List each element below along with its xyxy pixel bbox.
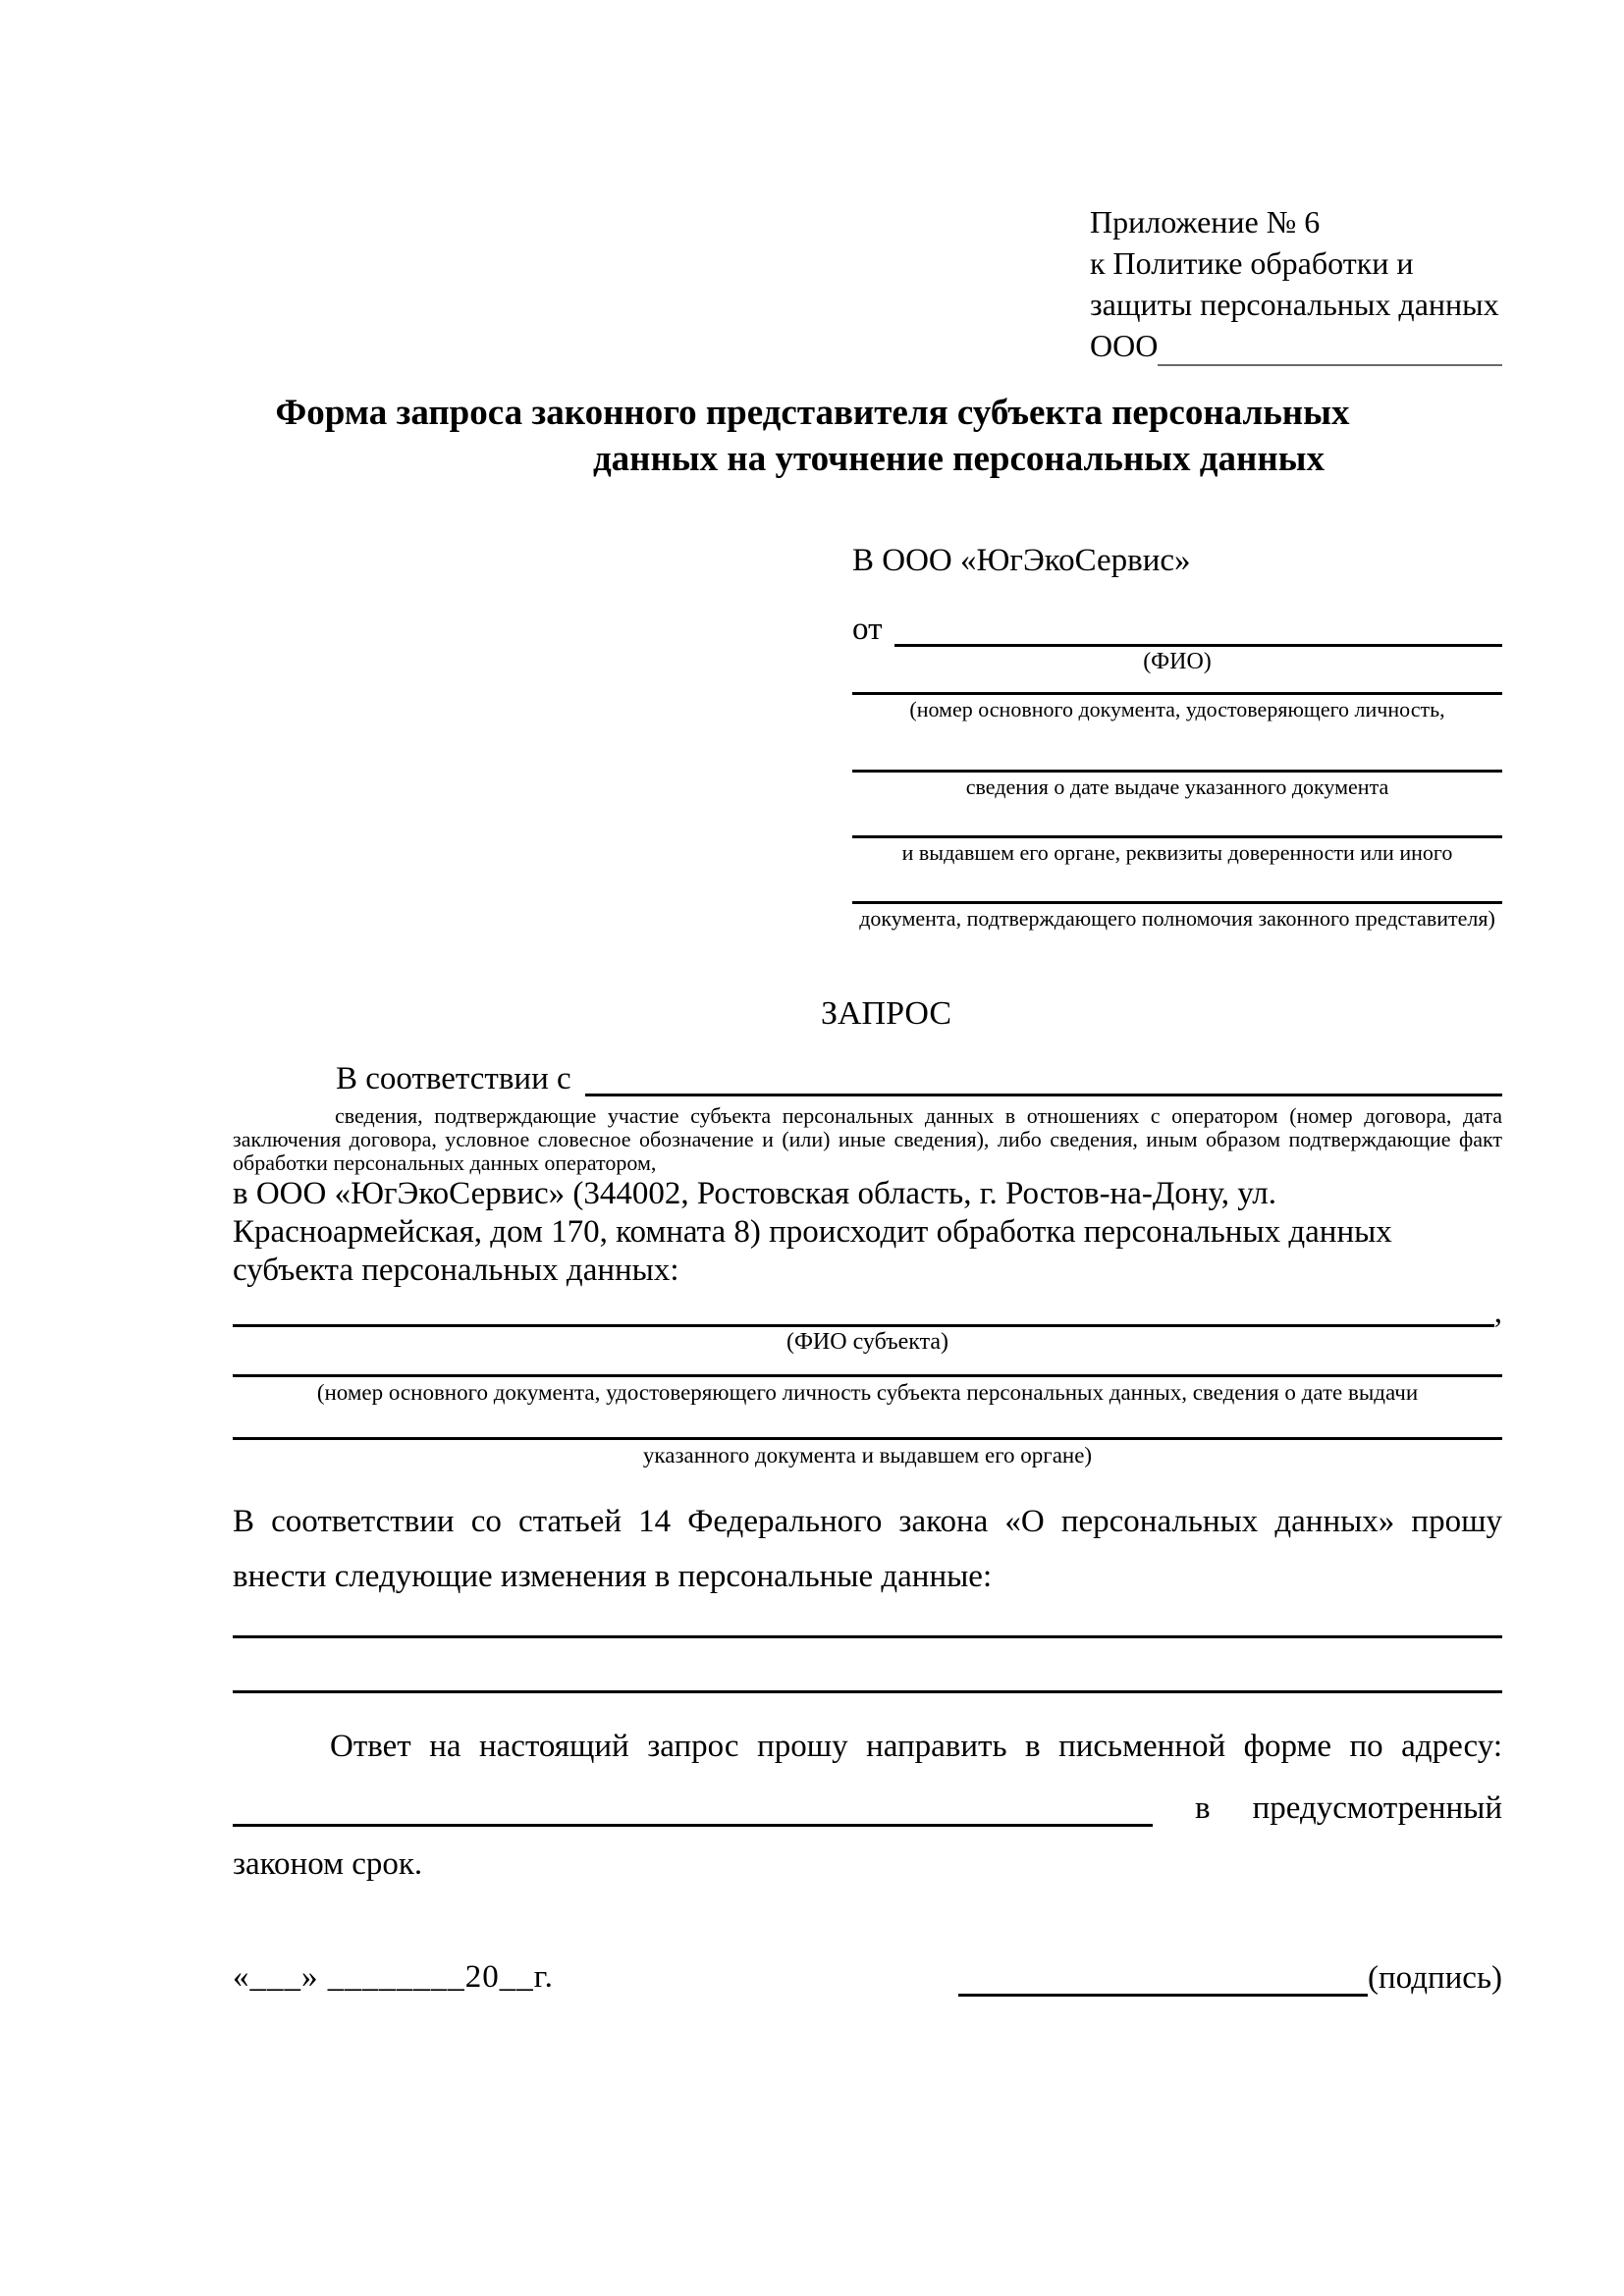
field-caption-3: и выдавшем его органе, реквизиты доверенности или иного (901, 840, 1453, 865)
subject-document-blank-2 (233, 1406, 1502, 1440)
date-blank: «___» ________20__г. (233, 1959, 554, 1995)
subject-fio-blank (233, 1324, 1494, 1327)
reply-word-v: в (1195, 1790, 1211, 1826)
annex-note (1090, 0, 1502, 366)
reply-paragraph-line-1: Ответ на настоящий запрос прошу направить в письменной форме по адресу: (330, 1729, 1502, 1764)
subject-fio-caption: (ФИО субъекта) (785, 1329, 949, 1355)
reply-paragraph-line-3: законом срок. (233, 1846, 423, 1882)
changes-blank-2 (233, 1690, 1502, 1693)
from-name-blank (894, 644, 1503, 647)
from-row (852, 610, 1502, 647)
operator-paragraph (233, 1175, 1502, 1290)
subject-document-caption-2: указанного документа и выдавшем его органе) (642, 1443, 1093, 1468)
document-title-line-1: Форма запроса законного представителя субъекта персональных (275, 393, 1350, 433)
annex-note-line-2: к Политике обработки и (1090, 245, 1414, 281)
reply-word-predusmotrenny: предусмотренный (1252, 1790, 1502, 1826)
company-prefix: ООО (1090, 328, 1159, 363)
addressee-organization: В ООО «ЮгЭкоСервис» (852, 543, 1191, 578)
law-paragraph-line-1: В соответствии со статьей 14 Федерального закона «О персональных данных» прошу (233, 1504, 1502, 1539)
intro-row (233, 1057, 1502, 1096)
changes-blank-1 (233, 1635, 1502, 1638)
representative-authority-blank (852, 866, 1502, 904)
reply-address-row (233, 1784, 1502, 1827)
document-number-blank (852, 674, 1502, 695)
relation-details-blank (585, 1094, 1502, 1096)
fio-caption: (ФИО) (1143, 649, 1212, 674)
signature-caption: (подпись) (1368, 1960, 1502, 1996)
subject-fio-comma: , (1493, 1295, 1502, 1330)
subject-document-caption-1: (номер основного документа, удостоверяющего личность субъекта персональных данных, сведения о дате выдачи (316, 1380, 1419, 1405)
from-label: от (852, 612, 883, 647)
law-paragraph (233, 1494, 1502, 1604)
annex-note-line-1: Приложение № 6 (1090, 204, 1321, 240)
company-name-blank (1158, 331, 1502, 366)
signature-group (958, 1959, 1502, 1997)
reply-address-blank (233, 1794, 1153, 1827)
document-title (233, 390, 1502, 482)
field-caption-4: документа, подтверждающего полномочия законного представителя) (859, 906, 1495, 931)
signature-blank (958, 1962, 1368, 1997)
footer-row (233, 1957, 1502, 1997)
operator-paragraph-line-3: субъекта персональных данных: (233, 1253, 679, 1288)
operator-paragraph-line-2: Красноармейская, дом 170, комната 8) происходит обработка персональных данных (233, 1214, 1392, 1250)
document-title-line-2: данных на уточнение персональных данных (592, 439, 1326, 479)
addressee-block (852, 541, 1502, 932)
field-caption-1: (номер основного документа, удостоверяющего личность, (909, 697, 1445, 721)
law-paragraph-line-2: внести следующие изменения в персональные данные: (233, 1559, 993, 1594)
subject-document-blank (233, 1355, 1502, 1377)
subject-fio-row (233, 1290, 1502, 1330)
company-name-row (1090, 325, 1502, 366)
issue-date-blank (852, 722, 1502, 773)
intro-footnote: сведения, подтверждающие участие субъекта персональных данных в отношениях с оператором (номер договора, дата заключения договора, условное словесное обозначение и (или) иные сведения), либо сведения, иным образом подтверждающие факт обработки персональных данных оператором, (233, 1103, 1502, 1175)
field-caption-2: сведения о дате выдаче указанного документа (965, 774, 1389, 799)
issuing-authority-blank (852, 800, 1502, 838)
request-heading: ЗАПРОС (820, 995, 952, 1032)
operator-paragraph-line-1: в ООО «ЮгЭкоСервис» (344002, Ростовская область, г. Ростов-на-Дону, ул. (233, 1176, 1276, 1211)
intro-prefix: В соответствии с (336, 1061, 571, 1096)
annex-note-line-3: защиты персональных данных (1090, 287, 1499, 322)
